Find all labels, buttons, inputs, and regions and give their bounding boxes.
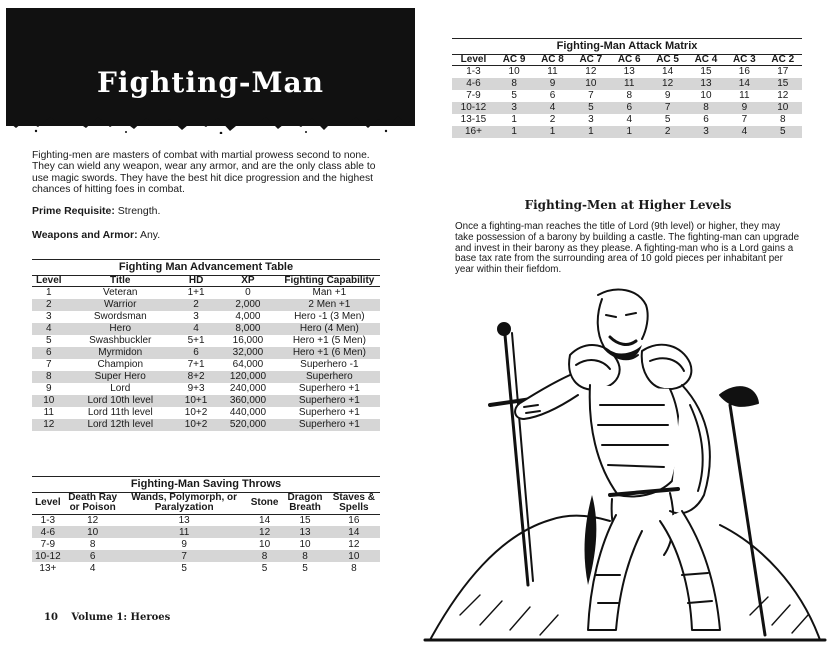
table-cell: Warrior	[104, 299, 137, 310]
table-cell: 4	[741, 126, 748, 137]
section-title: Fighting-Men at Higher Levels	[524, 198, 732, 212]
table-cell: Hero	[109, 323, 132, 334]
table-cell: 440,000	[229, 407, 267, 418]
advancement-caption: Fighting Man Advancement Table	[32, 260, 380, 276]
table-cell: 2	[664, 126, 671, 137]
table-cell: 13-15	[460, 114, 487, 125]
table-cell: 12	[87, 514, 99, 526]
table-row	[32, 323, 380, 335]
table-row	[32, 550, 380, 562]
weapons-armor-value: Any.	[139, 229, 161, 241]
table-cell: Hero +1 (6 Men)	[292, 347, 366, 358]
table-cell: Swordsman	[93, 311, 147, 322]
table-cell: 16+	[464, 126, 482, 137]
column-header: Level	[452, 54, 495, 66]
table-row	[32, 383, 380, 395]
table-cell: 3	[193, 311, 199, 322]
column-header: Title	[66, 275, 175, 287]
table-cell: 13	[299, 526, 311, 538]
table-cell: 9	[45, 383, 52, 394]
table-cell: Superhero +1	[298, 383, 360, 394]
saving-caption: Fighting-Man Saving Throws	[32, 477, 380, 493]
table-cell: 13	[700, 78, 712, 89]
table-cell: Superhero +1	[298, 407, 360, 418]
table-cell: 10+2	[184, 419, 208, 430]
table-cell: 15	[299, 514, 311, 526]
column-header: Wands, Polymorph, or Paralyzation	[122, 492, 247, 514]
table-cell: 360,000	[229, 395, 267, 406]
table-row	[452, 66, 802, 78]
table-cell: 2 Men +1	[308, 299, 351, 310]
weapons-armor-label: Weapons and Armor:	[32, 229, 138, 241]
table-cell: 11	[547, 66, 558, 78]
table-cell: Man +1	[312, 287, 347, 299]
table-row	[32, 419, 380, 431]
table-cell: 10	[348, 550, 360, 562]
table-cell: 2	[549, 114, 556, 125]
table-cell: 120,000	[229, 371, 267, 382]
table-cell: 6	[626, 102, 632, 113]
table-cell: Superhero +1	[298, 395, 360, 406]
table-cell: 17	[777, 66, 789, 78]
column-header: Fighting Capability	[279, 275, 380, 287]
table-row	[32, 347, 380, 359]
table-cell: 16,000	[232, 335, 264, 346]
column-header: AC 2	[764, 54, 802, 66]
table-cell: 6	[703, 114, 709, 125]
table-cell: 13	[623, 66, 635, 78]
table-row	[452, 102, 802, 114]
column-header: AC 9	[495, 54, 533, 66]
title-banner	[6, 8, 415, 126]
table-cell: Hero (4 Men)	[299, 323, 359, 334]
table-cell: 9	[181, 538, 187, 550]
table-cell: 2,000	[235, 299, 261, 310]
table-cell: 10	[700, 90, 712, 101]
column-header: Level	[32, 492, 64, 514]
table-cell: 1+1	[187, 287, 205, 299]
table-row	[32, 514, 380, 526]
table-cell: 5	[779, 126, 786, 137]
table-cell: 10+1	[184, 395, 208, 406]
table-cell: 5	[45, 335, 52, 346]
table-cell: 8	[261, 550, 268, 562]
table-cell: 1	[511, 114, 517, 125]
column-header: AC 4	[687, 54, 725, 66]
table-cell: 1-3	[466, 66, 481, 78]
table-cell: 3	[703, 126, 709, 137]
column-header: Staves & Spells	[328, 492, 380, 514]
table-cell: 6	[549, 90, 556, 101]
table-cell: 9	[741, 102, 748, 113]
table-row	[32, 526, 380, 538]
table-cell: 8	[626, 90, 632, 101]
column-header: AC 7	[572, 54, 610, 66]
table-cell: Lord 10th level	[87, 395, 154, 406]
table-row	[452, 90, 802, 102]
table-row	[32, 562, 380, 574]
page-number: 10	[44, 612, 58, 623]
table-cell: 5	[664, 114, 671, 125]
table-cell: 2	[45, 299, 52, 310]
intro-paragraph: Fighting-men are masters of combat with martial prowess second to none. They can wield any weapon, wear any armor, and are the only class able to use magic swords. They have the best hit dice progression and the highest chances of hitting foes in combat.	[32, 150, 376, 196]
table-cell: 4-6	[40, 526, 56, 538]
table-cell: 4-6	[466, 78, 481, 89]
table-cell: 14	[738, 78, 750, 89]
table-cell: 13	[178, 514, 190, 526]
table-cell: 12	[662, 78, 674, 89]
table-cell: 1	[588, 126, 594, 137]
table-cell: 8	[45, 371, 52, 382]
table-cell: 5	[511, 90, 517, 101]
attack-header-row	[452, 54, 802, 66]
column-header: AC 5	[648, 54, 686, 66]
table-cell: 10	[87, 526, 99, 538]
table-cell: 4	[193, 323, 199, 334]
table-cell: Swashbuckler	[89, 335, 152, 346]
table-cell: 12	[585, 66, 597, 78]
attack-matrix-table	[452, 38, 802, 138]
column-header: HD	[175, 275, 217, 287]
footer-title: Volume 1: Heroes	[71, 612, 171, 623]
table-cell: 7+1	[187, 359, 205, 370]
table-cell: 10-12	[35, 550, 61, 562]
page-footer	[44, 612, 170, 623]
table-row	[32, 395, 380, 407]
table-cell: 8	[703, 102, 709, 113]
column-header: AC 6	[610, 54, 648, 66]
table-cell: 12	[348, 538, 360, 550]
table-cell: 9	[664, 90, 671, 101]
column-header: Stone	[247, 492, 283, 514]
table-cell: 14	[259, 514, 271, 526]
column-header: XP	[217, 275, 279, 287]
table-cell: 5	[261, 562, 268, 574]
table-cell: 16	[738, 66, 750, 78]
table-cell: 2	[193, 299, 199, 310]
table-cell: 8	[511, 78, 517, 89]
column-header: Dragon Breath	[282, 492, 327, 514]
prime-requisite	[32, 206, 160, 217]
table-cell: Lord 11th level	[87, 407, 153, 418]
table-cell: 3	[511, 102, 517, 113]
table-cell: 7-9	[466, 90, 481, 101]
table-cell: Myrmidon	[98, 347, 143, 358]
table-cell: 520,000	[229, 419, 267, 430]
table-cell: 1-3	[40, 514, 56, 526]
higher-levels-paragraph: Once a fighting-man reaches the title of Lord (9th level) or higher, they may take possession of a barony by building a castle. The fighting-man can upgrade and invest in their barony as they please. A fighting-man who is a Lord gains a base tax rate from the surrounding area of 10 gold pieces per inhabitant per year within their fiefdom.	[455, 221, 800, 276]
table-cell: 5	[181, 562, 187, 574]
table-cell: 12	[43, 419, 55, 430]
table-cell: 12	[259, 526, 271, 538]
table-cell: 10	[777, 102, 789, 113]
table-cell: Hero +1 (5 Men)	[292, 335, 366, 346]
attack-rows	[452, 66, 802, 138]
table-cell: 7	[181, 550, 187, 562]
table-cell: 3	[45, 311, 52, 322]
table-cell: Lord 12th level	[87, 419, 154, 430]
table-cell: Lord	[110, 383, 131, 394]
table-cell: 6	[193, 347, 199, 358]
table-cell: 8+2	[187, 371, 205, 382]
table-cell: 6	[89, 550, 96, 562]
table-cell: 1	[626, 126, 632, 137]
table-cell: 1	[549, 126, 556, 137]
table-cell: 32,000	[232, 347, 264, 358]
table-cell: 8	[351, 562, 357, 574]
table-cell: 10	[299, 538, 311, 550]
table-cell: 11	[624, 78, 635, 89]
table-cell: Superhero +1	[298, 419, 360, 430]
table-cell: 8	[89, 538, 96, 550]
table-cell: 10	[585, 78, 597, 89]
table-cell: 15	[700, 66, 712, 78]
table-row	[452, 78, 802, 90]
table-cell: 10	[43, 395, 55, 406]
prime-requisite-label: Prime Requisite:	[32, 205, 115, 217]
table-cell: 6	[45, 347, 52, 358]
table-cell: 4	[626, 114, 632, 125]
table-cell: 7	[741, 114, 748, 125]
table-cell: Veteran	[103, 287, 138, 299]
column-header: Level	[32, 275, 66, 287]
table-row	[32, 299, 380, 311]
table-row	[32, 359, 380, 371]
table-cell: 4	[89, 562, 96, 574]
weapons-armor	[32, 230, 160, 241]
table-cell: 11	[43, 407, 54, 418]
table-cell: 14	[348, 526, 360, 538]
table-cell: 9+3	[187, 383, 205, 394]
table-cell: 9	[549, 78, 556, 89]
column-header: Death Ray or Poison	[64, 492, 122, 514]
table-cell: 8	[779, 114, 786, 125]
table-cell: 3	[588, 114, 594, 125]
table-cell: 7	[588, 90, 594, 101]
table-cell: 4,000	[235, 311, 261, 322]
advancement-rows	[32, 287, 380, 431]
table-cell: 4	[549, 102, 556, 113]
saving-throws-table	[32, 476, 380, 574]
table-cell: 16	[348, 514, 360, 526]
table-cell: Hero -1 (3 Men)	[294, 311, 365, 322]
table-cell: 8,000	[235, 323, 261, 334]
table-cell: 1	[45, 287, 52, 299]
table-cell: Super Hero	[94, 371, 146, 382]
table-cell: 11	[178, 526, 190, 538]
table-cell: 14	[662, 66, 674, 78]
column-header: AC 3	[725, 54, 763, 66]
table-cell: Superhero	[306, 371, 353, 382]
advancement-table	[32, 259, 380, 431]
table-cell: 64,000	[232, 359, 264, 370]
table-cell: 10	[508, 66, 520, 78]
table-cell: 0	[245, 287, 251, 299]
table-cell: 10+2	[184, 407, 208, 418]
table-row	[32, 287, 380, 299]
prime-requisite-value: Strength.	[117, 205, 161, 217]
table-cell: Superhero -1	[300, 359, 359, 370]
table-cell: 7	[45, 359, 52, 370]
attack-caption: Fighting-Man Attack Matrix	[452, 39, 802, 55]
table-row	[32, 371, 380, 383]
page-title: Fighting-Man	[96, 66, 325, 99]
table-cell: 5	[588, 102, 594, 113]
table-row	[32, 335, 380, 347]
table-row	[452, 114, 802, 126]
knight-illustration	[420, 285, 830, 645]
table-cell: 11	[739, 90, 750, 101]
table-cell: 8	[302, 550, 308, 562]
table-cell: 13+	[39, 562, 57, 574]
table-cell: Champion	[97, 359, 144, 370]
ragged-edge-decoration	[6, 108, 415, 134]
table-cell: 4	[45, 323, 52, 334]
table-cell: 15	[777, 78, 789, 89]
table-row	[452, 126, 802, 138]
table-cell: 1	[511, 126, 517, 137]
table-cell: 12	[777, 90, 789, 101]
table-row	[32, 311, 380, 323]
table-cell: 5+1	[187, 335, 205, 346]
column-header: AC 8	[533, 54, 571, 66]
table-cell: 5	[302, 562, 308, 574]
saving-rows	[32, 514, 380, 574]
table-cell: 7	[664, 102, 671, 113]
table-cell: 7-9	[40, 538, 56, 550]
table-cell: 240,000	[229, 383, 267, 394]
table-cell: 10-12	[460, 102, 487, 113]
table-row	[32, 407, 380, 419]
table-cell: 10	[259, 538, 271, 550]
table-row	[32, 538, 380, 550]
